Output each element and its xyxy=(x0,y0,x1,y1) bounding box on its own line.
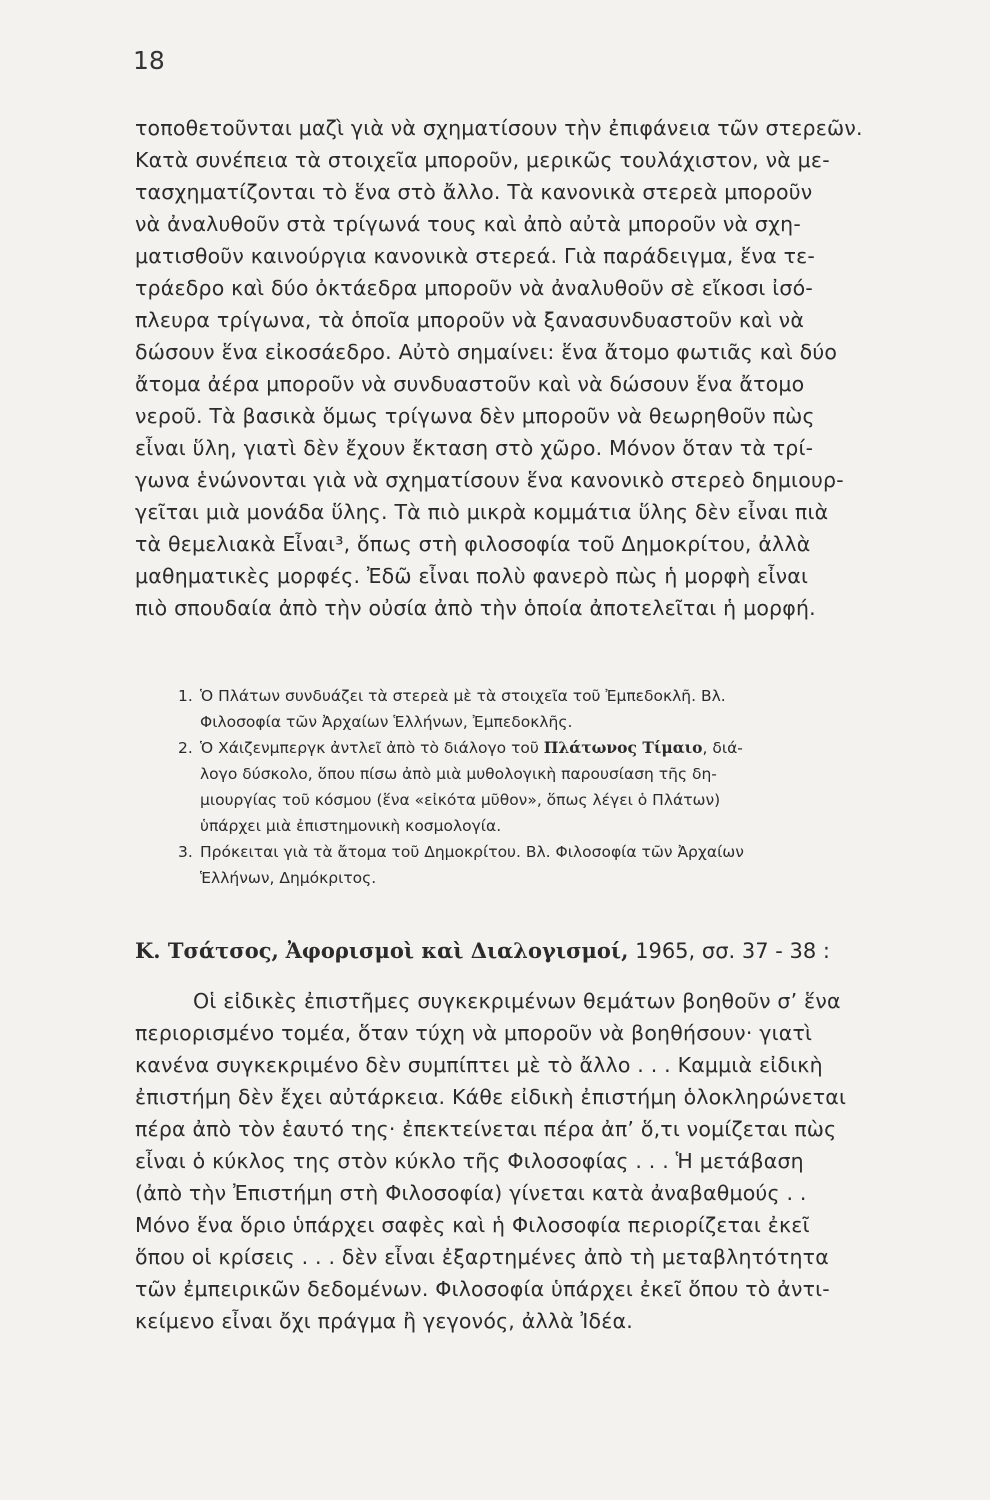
text-line: μαθηματικὲς μορφές. Ἐδῶ εἶναι πολὺ φανερὸ πὼς ἡ μορφὴ εἶναι xyxy=(135,564,809,588)
text-line: τῶν ἐμπειρικῶν δεδομένων. Φιλοσοφία ὑπάρχει ἐκεῖ ὅπου τὸ ἀντι- xyxy=(135,1277,830,1301)
footnote-3 xyxy=(178,839,970,891)
text-line: κανένα συγκεκριμένο δὲν συμπίπτει μὲ τὸ ἄλλο . . . Καμμιὰ εἰδικὴ xyxy=(135,1053,823,1077)
footnote-number: 3. xyxy=(178,843,193,861)
footnote-number: 1. xyxy=(178,687,193,705)
page-number: 18 xyxy=(133,46,165,75)
text-line: πλευρα τρίγωνα, τὰ ὁποῖα μποροῦν νὰ ξανασυνδυαστοῦν καὶ νὰ xyxy=(135,308,805,332)
text-line: τράεδρο καὶ δύο ὀκτάεδρα μποροῦν νὰ ἀναλυθοῦν σὲ εἴκοσι ἰσό- xyxy=(135,276,813,300)
text-line: γεῖται μιὰ μονάδα ὕλης. Τὰ πιὸ μικρὰ κομμάτια ὕλης δὲν εἶναι πιὰ xyxy=(135,500,829,524)
text-line: νεροῦ. Τὰ βασικὰ ὅμως τρίγωνα δὲν μποροῦν νὰ θεωρηθοῦν πὼς xyxy=(135,404,815,428)
footnote-text: Ὁ Χάιζενμπεργκ ἀντλεῖ ἀπὸ τὸ διάλογο τοῦ xyxy=(200,739,544,757)
text-line: εἶναι ὕλη, γιατὶ δὲν ἔχουν ἔκταση στὸ χῶρο. Μόνον ὅταν τὰ τρί- xyxy=(135,436,814,460)
text-line: Οἱ εἰδικὲς ἐπιστῆμες συγκεκριμένων θεμάτων βοηθοῦν σ’ ἕνα xyxy=(193,989,841,1013)
footnotes xyxy=(178,683,970,891)
footnote-2 xyxy=(178,735,970,839)
text-line: περιορισμένο τομέα, ὅταν τύχη νὰ μποροῦν νὰ βοηθήσουν· γιατὶ xyxy=(135,1021,813,1045)
footnote-line: Φιλοσοφία τῶν Ἀρχαίων Ἑλλήνων, Ἐμπεδοκλῆς. xyxy=(200,713,573,731)
text-line: πέρα ἀπὸ τὸν ἑαυτό της· ἐπεκτείνεται πέρα ἀπ’ ὅ,τι νομίζεται πὼς xyxy=(135,1117,837,1141)
citation-details: 1965, σσ. 37 - 38 : xyxy=(635,939,830,963)
footnote-line xyxy=(200,735,970,761)
citation-heading xyxy=(135,938,985,963)
text-line: (ἀπὸ τὴν Ἐπιστήμη στὴ Φιλοσοφία) γίνεται κατὰ ἀναβαθμούς . . xyxy=(135,1181,807,1205)
footnote-line: μιουργίας τοῦ κόσμου (ἕνα «εἰκότα μῦθον», ὅπως λέγει ὁ Πλάτων) xyxy=(200,791,721,809)
text-line: πιὸ σπουδαία ἀπὸ τὴν οὐσία ἀπὸ τὴν ὁποία ἀποτελεῖται ἡ μορφή. xyxy=(135,596,816,620)
text-line: δώσουν ἕνα εἰκοσάεδρο. Αὐτὸ σημαίνει: ἕνα ἄτομο φωτιᾶς καὶ δύο xyxy=(135,340,838,364)
citation-author: Κ. Τσάτσος, xyxy=(135,938,279,963)
footnote-line: ὑπάρχει μιὰ ἐπιστημονικὴ κοσμολογία. xyxy=(200,817,502,835)
quote-paragraph xyxy=(135,985,967,1337)
footnote-number: 2. xyxy=(178,739,193,757)
text-line: Κατὰ συνέπεια τὰ στοιχεῖα μποροῦν, μερικῶς τουλάχιστον, νὰ με- xyxy=(135,148,830,172)
main-paragraph xyxy=(135,112,967,624)
footnote-line: Πρόκειται γιὰ τὰ ἄτομα τοῦ Δημοκρίτου. Βλ. Φιλοσοφία τῶν Ἀρχαίων xyxy=(200,843,744,861)
footnote-line: λογο δύσκολο, ὅπου πίσω ἀπὸ μιὰ μυθολογικὴ παρουσίαση τῆς δη- xyxy=(200,765,717,783)
text-line: τασχηματίζονται τὸ ἕνα στὸ ἄλλο. Τὰ κανονικὰ στερεὰ μποροῦν xyxy=(135,180,813,204)
footnote-text: , διά- xyxy=(702,739,743,757)
text-line: κείμενο εἶναι ὄχι πράγμα ἢ γεγονός, ἀλλὰ Ἰδέα. xyxy=(135,1309,633,1333)
footnote-line: Ὁ Πλάτων συνδυάζει τὰ στερεὰ μὲ τὰ στοιχεῖα τοῦ Ἐμπεδοκλῆ. Βλ. xyxy=(200,687,726,705)
text-line: Μόνο ἕνα ὅριο ὑπάρχει σαφὲς καὶ ἡ Φιλοσοφία περιορίζεται ἐκεῖ xyxy=(135,1213,810,1237)
text-line: γωνα ἑνώνονται γιὰ νὰ σχηματίσουν ἕνα κανονικὸ στερεὸ δημιουρ- xyxy=(135,468,844,492)
text-line: εἶναι ὁ κύκλος της στὸν κύκλο τῆς Φιλοσοφίας . . . Ἡ μετάβαση xyxy=(135,1149,804,1173)
text-line: τὰ θεμελιακὰ Εἶναι³, ὅπως στὴ φιλοσοφία τοῦ Δημοκρίτου, ἀλλὰ xyxy=(135,532,811,556)
text-line: ἄτομα ἀέρα μποροῦν νὰ συνδυαστοῦν καὶ νὰ δώσουν ἕνα ἄτομο xyxy=(135,372,805,396)
text-line: ἐπιστήμη δὲν ἔχει αὐτάρκεια. Κάθε εἰδικὴ ἐπιστήμη ὁλοκληρώνεται xyxy=(135,1085,847,1109)
text-line: τοποθετοῦνται μαζὶ γιὰ νὰ σχηματίσουν τὴν ἐπιφάνεια τῶν στερεῶν. xyxy=(135,116,863,140)
text-line: νὰ ἀναλυθοῦν στὰ τρίγωνά τους καὶ ἀπὸ αὐτὰ μποροῦν νὰ σχη- xyxy=(135,212,801,236)
footnote-1 xyxy=(178,683,970,735)
text-line: ματισθοῦν καινούργια κανονικὰ στερεά. Γιὰ παράδειγμα, ἕνα τε- xyxy=(135,244,816,268)
citation-work: Ἀφορισμοὶ καὶ Διαλογισμοί, xyxy=(285,938,629,963)
footnote-line: Ἑλλήνων, Δημόκριτος. xyxy=(200,869,377,887)
work-title: Πλάτωνος Τίμαιο xyxy=(543,738,703,757)
text-line: ὅπου οἱ κρίσεις . . . δὲν εἶναι ἐξαρτημένες ἀπὸ τὴ μεταβλητότητα xyxy=(135,1245,829,1269)
